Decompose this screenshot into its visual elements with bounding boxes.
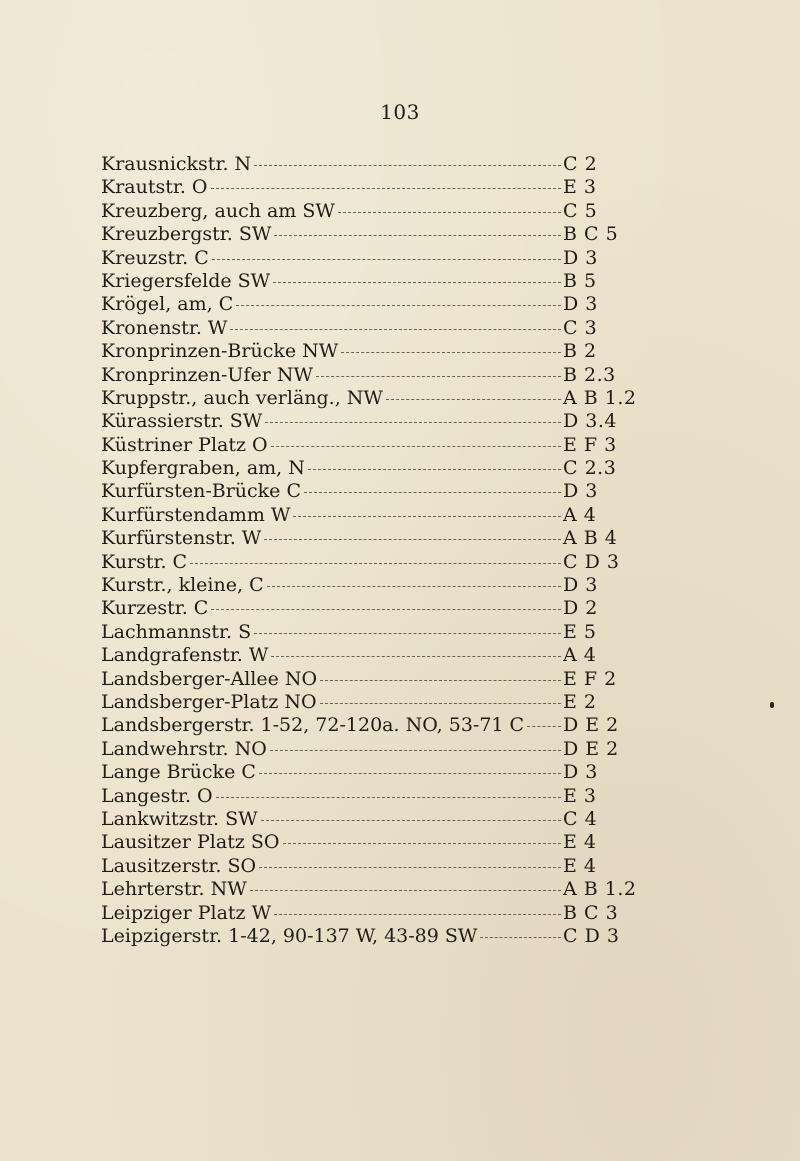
street-name: Landsberger-Platz NO bbox=[101, 690, 317, 713]
map-grid-reference: D 3 bbox=[563, 480, 598, 503]
street-name: Lausitzer Platz SO bbox=[101, 831, 280, 854]
map-grid-reference: D 3 bbox=[563, 761, 598, 784]
street-name: Lankwitzstr. SW bbox=[101, 807, 258, 830]
dotted-leader bbox=[236, 305, 561, 306]
index-entry bbox=[101, 176, 631, 199]
dotted-leader bbox=[261, 820, 561, 821]
dotted-leader bbox=[230, 329, 561, 330]
map-grid-reference: E 2 bbox=[563, 690, 597, 713]
map-grid-reference: C 4 bbox=[563, 807, 598, 830]
map-grid-reference: E F 2 bbox=[563, 667, 617, 690]
street-name: Kruppstr., auch verläng., NW bbox=[101, 386, 383, 409]
index-entry bbox=[101, 831, 631, 854]
dotted-leader bbox=[304, 492, 561, 493]
street-name: Kurstr. C bbox=[101, 550, 188, 573]
map-grid-reference: B 2 bbox=[563, 340, 597, 363]
index-entry bbox=[101, 551, 631, 574]
dotted-leader bbox=[320, 680, 561, 681]
street-name: Lehrterstr. NW bbox=[101, 878, 247, 901]
index-entry bbox=[101, 597, 631, 620]
dotted-leader bbox=[527, 726, 561, 727]
map-grid-reference: D E 2 bbox=[563, 714, 619, 737]
dotted-leader bbox=[316, 376, 561, 377]
index-entry bbox=[101, 386, 637, 410]
index-entry bbox=[101, 644, 631, 667]
map-grid-reference: B C 3 bbox=[563, 901, 619, 924]
index-entry bbox=[101, 855, 631, 878]
street-name: Landsberger-Allee NO bbox=[101, 667, 318, 690]
map-grid-reference: D E 2 bbox=[563, 737, 619, 760]
map-grid-reference: A 4 bbox=[563, 644, 597, 667]
dotted-leader bbox=[283, 843, 562, 844]
map-grid-reference: C 2 bbox=[563, 153, 598, 175]
ink-speck bbox=[770, 702, 774, 708]
street-name: Kupfergraben, am, N bbox=[101, 457, 305, 480]
street-name: Kürassierstr. SW bbox=[101, 410, 263, 433]
dotted-leader bbox=[270, 750, 561, 751]
street-name: Langestr. O bbox=[101, 784, 213, 807]
dotted-leader bbox=[264, 539, 561, 540]
street-name: Kronenstr. W bbox=[101, 316, 228, 339]
map-grid-reference: D 3 bbox=[563, 246, 598, 269]
index-entry bbox=[101, 457, 631, 480]
street-name: Landgrafenstr. W bbox=[101, 644, 269, 667]
dotted-leader bbox=[293, 516, 561, 517]
dotted-leader bbox=[320, 703, 561, 704]
dotted-leader bbox=[267, 586, 561, 587]
index-entry bbox=[101, 317, 631, 340]
map-grid-reference: C 3 bbox=[563, 316, 598, 339]
dotted-leader bbox=[341, 352, 561, 353]
street-name: Krausnickstr. N bbox=[101, 153, 252, 175]
street-name: Kreuzstr. C bbox=[101, 246, 209, 269]
map-grid-reference: C D 3 bbox=[563, 550, 620, 573]
street-name: Leipzigerstr. 1-42, 90-137 W, 43-89 SW bbox=[101, 924, 478, 947]
street-name: Kurfürstenstr. W bbox=[101, 527, 262, 550]
dotted-leader bbox=[211, 188, 561, 189]
map-grid-reference: D 3.4 bbox=[563, 410, 617, 433]
map-grid-reference: A B 4 bbox=[563, 527, 618, 550]
index-entry bbox=[101, 504, 631, 527]
index-entry bbox=[101, 527, 631, 550]
dotted-leader bbox=[216, 797, 561, 798]
index-entry bbox=[101, 761, 631, 784]
street-name: Lange Brücke C bbox=[101, 761, 256, 784]
map-grid-reference: D 3 bbox=[563, 574, 598, 597]
dotted-leader bbox=[254, 165, 561, 166]
index-entry bbox=[101, 153, 631, 176]
dotted-leader bbox=[254, 633, 561, 634]
map-grid-reference: C 5 bbox=[563, 199, 598, 222]
street-index-list bbox=[101, 153, 637, 948]
index-entry bbox=[101, 808, 631, 831]
dotted-leader bbox=[190, 563, 561, 564]
index-entry bbox=[101, 480, 631, 503]
index-entry bbox=[101, 293, 631, 316]
index-entry bbox=[101, 878, 637, 901]
index-entry bbox=[101, 247, 631, 270]
map-grid-reference: C 2.3 bbox=[563, 457, 617, 480]
dotted-leader bbox=[338, 212, 561, 213]
index-entry bbox=[101, 200, 631, 223]
map-grid-reference: B 2.3 bbox=[563, 363, 616, 386]
street-name: Kurfürsten-Brücke C bbox=[101, 480, 301, 503]
map-grid-reference: D 3 bbox=[563, 293, 598, 316]
index-entry bbox=[101, 902, 631, 925]
map-grid-reference: C D 3 bbox=[563, 924, 620, 947]
street-name: Krögel, am, C bbox=[101, 293, 234, 316]
dotted-leader bbox=[265, 422, 561, 423]
street-name: Kreuzberg, auch am SW bbox=[101, 199, 335, 222]
index-entry bbox=[101, 574, 631, 597]
page-number: 103 bbox=[380, 100, 420, 124]
street-name: Kronprinzen-Brücke NW bbox=[101, 340, 339, 363]
dotted-leader bbox=[273, 282, 561, 283]
street-name: Landwehrstr. NO bbox=[101, 737, 267, 760]
index-entry bbox=[101, 410, 631, 433]
map-grid-reference: B 5 bbox=[563, 269, 597, 292]
map-grid-reference: E 3 bbox=[563, 784, 597, 807]
dotted-leader bbox=[250, 890, 561, 891]
dotted-leader bbox=[211, 609, 561, 610]
index-entry bbox=[101, 340, 631, 363]
index-entry bbox=[101, 785, 631, 808]
street-name: Lausitzerstr. SO bbox=[101, 854, 257, 877]
map-grid-reference: E 4 bbox=[563, 854, 597, 877]
street-name: Krautstr. O bbox=[101, 176, 208, 199]
index-entry bbox=[101, 621, 631, 644]
map-grid-reference: A B 1.2 bbox=[563, 878, 637, 901]
dotted-leader bbox=[212, 259, 561, 260]
map-grid-reference: D 2 bbox=[563, 597, 598, 620]
map-grid-reference: E F 3 bbox=[563, 433, 617, 456]
street-name: Kurzestr. C bbox=[101, 597, 209, 620]
map-grid-reference: E 4 bbox=[563, 831, 597, 854]
index-entry bbox=[101, 364, 631, 387]
index-entry bbox=[101, 434, 631, 457]
index-entry bbox=[101, 714, 631, 737]
dotted-leader bbox=[274, 235, 561, 236]
street-name: Küstriner Platz O bbox=[101, 433, 268, 456]
street-name: Kurstr., kleine, C bbox=[101, 574, 264, 597]
dotted-leader bbox=[259, 867, 561, 868]
dotted-leader bbox=[386, 399, 561, 400]
dotted-leader bbox=[274, 914, 561, 915]
map-grid-reference: E 5 bbox=[563, 620, 597, 643]
index-entry bbox=[101, 925, 631, 948]
index-entry bbox=[101, 223, 631, 246]
street-name: Kurfürstendamm W bbox=[101, 503, 291, 526]
dotted-leader bbox=[308, 469, 561, 470]
index-entry bbox=[101, 668, 631, 691]
map-grid-reference: B C 5 bbox=[563, 223, 619, 246]
dotted-leader bbox=[480, 937, 561, 938]
dotted-leader bbox=[271, 656, 561, 657]
map-grid-reference: A 4 bbox=[563, 503, 597, 526]
street-name: Leipziger Platz W bbox=[101, 901, 272, 924]
dotted-leader bbox=[271, 446, 561, 447]
map-grid-reference: A B 1.2 bbox=[563, 386, 637, 409]
street-name: Kriegersfelde SW bbox=[101, 269, 271, 292]
dotted-leader bbox=[259, 773, 561, 774]
street-name: Lachmannstr. S bbox=[101, 620, 252, 643]
street-name: Kronprinzen-Ufer NW bbox=[101, 363, 313, 386]
street-name: Landsbergerstr. 1-52, 72-120a. NO, 53-71 C bbox=[101, 714, 525, 737]
street-name: Kreuzbergstr. SW bbox=[101, 223, 272, 246]
index-entry bbox=[101, 738, 631, 761]
index-entry bbox=[101, 270, 631, 293]
index-entry bbox=[101, 691, 631, 714]
map-grid-reference: E 3 bbox=[563, 176, 597, 199]
